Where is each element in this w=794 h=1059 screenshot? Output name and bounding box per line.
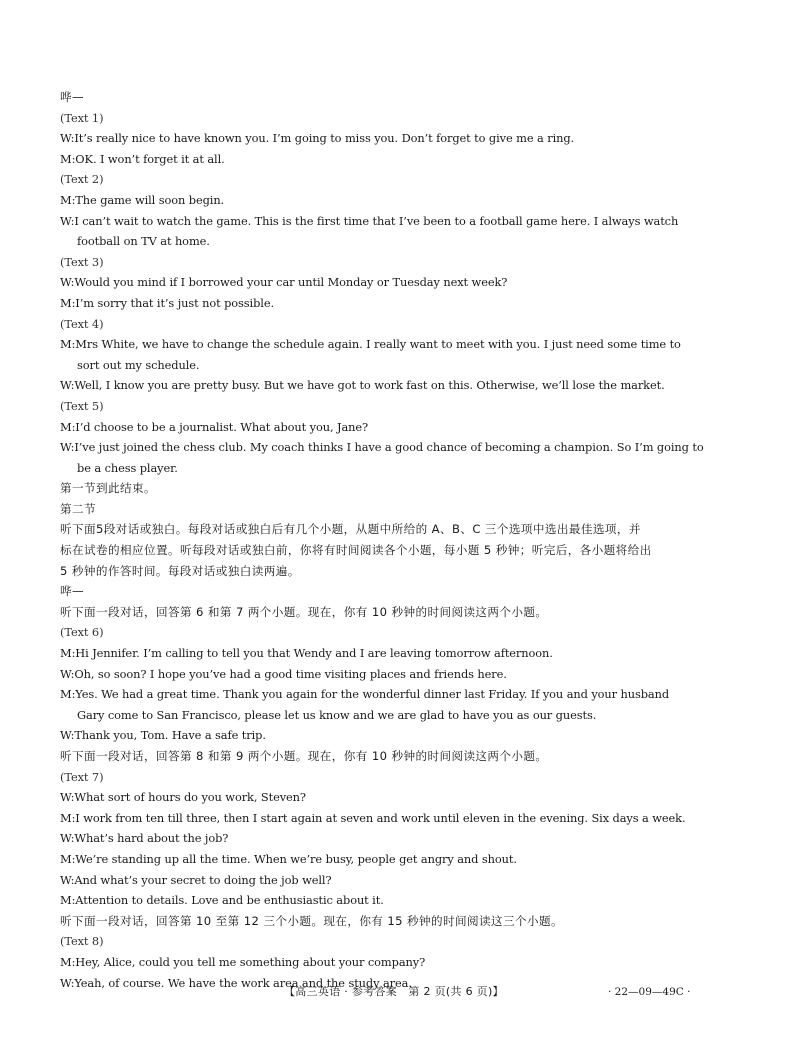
- text-section-label: (Text 4): [60, 316, 104, 331]
- transcript-line: football on TV at home.: [77, 234, 210, 249]
- footer-doc-code: · 22—09—49C ·: [608, 986, 691, 998]
- text-section-label: (Text 8): [60, 934, 104, 949]
- transcript-line: W:Thank you, Tom. Have a safe trip.: [60, 728, 266, 743]
- footer-page-info: 【高三英语 · 参考答案 第 2 页(共 6 页)】: [284, 985, 504, 998]
- transcript-line: W:What’s hard about the job?: [60, 831, 229, 846]
- transcript-line: M:I work from ten till three, then I start again at seven and work until eleven in the evening. Six days a week.: [60, 810, 686, 825]
- instruction-line: 听下面一段对话，回答第 8 和第 9 两个小题。现在，你有 10 秒钟的时间阅读这两个小题。: [60, 749, 548, 763]
- instruction-line: 哗—: [60, 90, 84, 104]
- transcript-line: Gary come to San Francisco, please let us know and we are glad to have you as our guests.: [77, 707, 597, 722]
- text-section-label: (Text 5): [60, 398, 104, 413]
- instruction-line: 听下面一段对话，回答第 10 至第 12 三个小题。现在，你有 15 秒钟的时间阅读这三个小题。: [60, 913, 563, 928]
- transcript-line: M:Yes. We had a great time. Thank you again for the wonderful dinner last Friday. If you and your husband: [60, 687, 670, 702]
- transcript-line: W:Oh, so soon? I hope you’ve had a good time visiting places and friends here.: [60, 666, 507, 681]
- transcript-line: W:I can’t wait to watch the game. This is the first time that I’ve been to a football game here. I always watch: [60, 213, 679, 228]
- transcript-line: W:Yeah, of course. We have the work area and the study area.: [60, 975, 412, 990]
- instruction-line: 听下面5段对话或独白。每段对话或独白后有几个小题，从题中所给的 A、B、C 三个选项中选出最佳选项，并: [60, 522, 641, 537]
- transcript-line: M:Hey, Alice, could you tell me something about your company?: [60, 954, 426, 969]
- transcript-line: be a chess player.: [77, 460, 178, 475]
- instruction-line: 第一节到此结束。: [60, 481, 156, 496]
- instruction-line: 第二节: [60, 501, 96, 516]
- instruction-line: 5 秒钟的作答时间。每段对话或独白读两遍。: [60, 563, 300, 578]
- instruction-line: 听下面一段对话，回答第 6 和第 7 两个小题。现在，你有 10 秒钟的时间阅读这两个小题。: [60, 604, 548, 619]
- transcript-line: M:I’m sorry that it’s just not possible.: [60, 295, 274, 310]
- instruction-line: 哗—: [60, 584, 84, 599]
- text-section-label: (Text 1): [60, 110, 104, 125]
- text-section-label: (Text 2): [60, 172, 104, 187]
- transcript-line: M:Mrs White, we have to change the schedule again. I really want to meet with you. I just need some time to: [60, 337, 681, 352]
- instruction-line: 标在试卷的相应位置。听每段对话或独白前，你将有时间阅读各个小题，每小题 5 秒钟；听完后，各小题将给出: [60, 543, 652, 558]
- text-section-label: (Text 3): [60, 254, 104, 269]
- page-footer: [0, 982, 794, 1002]
- transcript-line: M:Hi Jennifer. I’m calling to tell you that Wendy and I are leaving tomorrow afternoon.: [60, 646, 553, 661]
- transcript-line: W:Would you mind if I borrowed your car until Monday or Tuesday next week?: [60, 275, 508, 290]
- transcript-line: M:OK. I won’t forget it at all.: [60, 151, 225, 166]
- transcript-line: W:What sort of hours do you work, Steven?: [60, 790, 306, 805]
- listening-transcript: [60, 87, 740, 993]
- transcript-line: M:We’re standing up all the time. When we’re busy, people get angry and shout.: [60, 851, 517, 866]
- transcript-line: M:The game will soon begin.: [60, 192, 225, 207]
- text-section-label: (Text 7): [60, 769, 104, 784]
- transcript-line: sort out my schedule.: [77, 357, 200, 372]
- transcript-line: M:Attention to details. Love and be enthusiastic about it.: [60, 893, 384, 908]
- transcript-line: W:And what’s your secret to doing the job well?: [60, 872, 332, 887]
- transcript-line: M:I’d choose to be a journalist. What about you, Jane?: [60, 419, 369, 434]
- text-section-label: (Text 6): [60, 625, 104, 640]
- transcript-line: W:Well, I know you are pretty busy. But we have got to work fast on this. Otherwise, we’ll lose the market.: [60, 378, 665, 393]
- transcript-line: W:It’s really nice to have known you. I’m going to miss you. Don’t forget to give me a ring.: [60, 131, 575, 146]
- transcript-line: W:I’ve just joined the chess club. My coach thinks I have a good chance of becoming a champion. So I’m going to: [60, 440, 704, 455]
